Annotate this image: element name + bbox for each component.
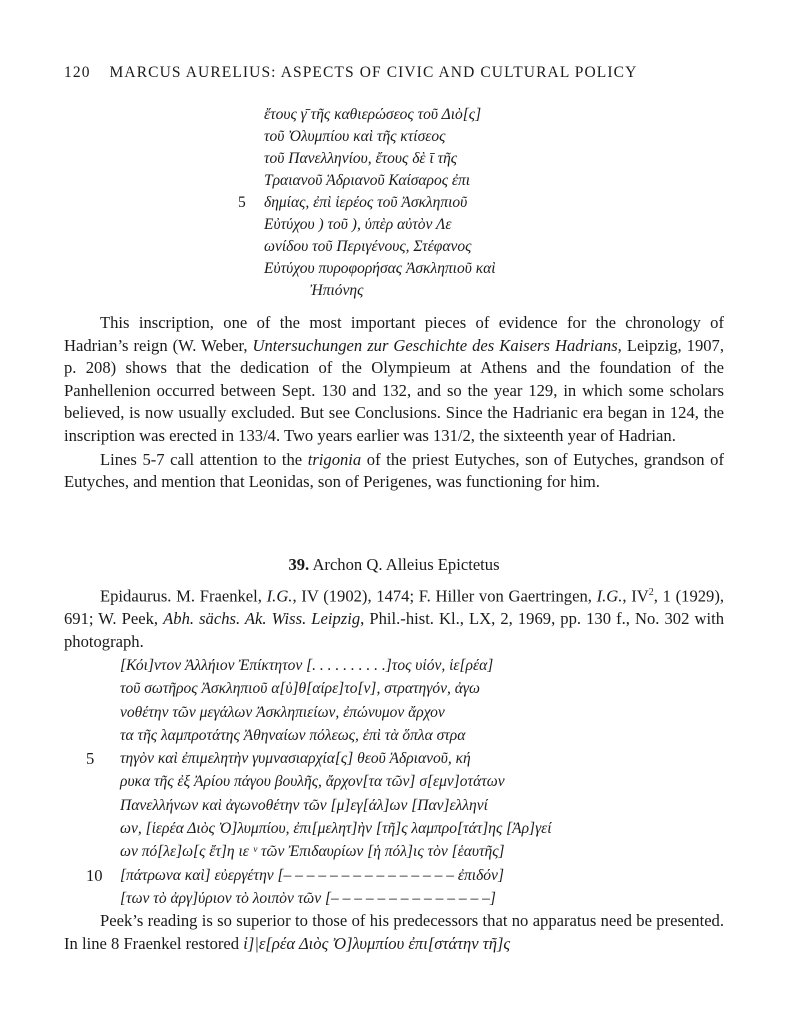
paragraph-trigonia: Lines 5-7 call attention to the trigonia of the priest Eutyches, son of Eutyches, grandson of Eutyches, and mention that Leonidas, son of Perigenes, was functioning for him. xyxy=(64,449,724,492)
section-title: Archon Q. Alleius Epictetus xyxy=(312,555,500,574)
term-trigonia: trigonia xyxy=(307,449,362,469)
inscription-line xyxy=(64,258,724,280)
inscription-line xyxy=(64,770,724,793)
inscription-line xyxy=(64,148,724,170)
inscription-line xyxy=(64,701,724,724)
line-text: Ἠπιόνης xyxy=(310,282,364,299)
line-text: ων, [ἱερέα Διὸς Ὀ]λυμπίου, ἐπι[μελητ]ὴν [τῆ]ς λαμπρο[τάτ]ης [Ἀρ]γεί xyxy=(120,820,552,838)
line-text: [πάτρωνα καὶ] εὐεργέτην [– – – – – – – – – – – – – – – ἐπιδόν] xyxy=(120,866,504,884)
paragraph-chronology: This inscription, one of the most important pieces of evidence for the chronology of Hadrian’s reign (W. Weber, Untersuchungen zur Geschichte des Kaisers Hadrians, Leipzig, 1907, p. 208) shows that the dedication of the Olympieum at Athens and the foundation of the Panhellenion occurred between Sept. 130 and 132, and so the year 129, in which some scholars believed, is now usually excluded. But see Conclusions. Since the Hadrianic era began in 124, the inscription was erected in 133/4. Two years earlier was 131/2, the sixteenth year of Hadrian. xyxy=(64,313,725,445)
line-number: 5 xyxy=(238,194,246,211)
greek-inscription-2 xyxy=(64,654,724,910)
line-number: 5 xyxy=(86,749,95,769)
inscription-line xyxy=(64,887,724,910)
paragraph-apparatus: Peek’s reading is so superior to those of his predecessors that no apparatus need be presented. In line 8 Fraenkel restored ἱ]|ε[ρέα Διὸς Ὀ]λυμπίου ἐπι[στάτην τῆ]ς xyxy=(64,911,724,953)
inscription-line xyxy=(64,104,724,126)
inscription-line xyxy=(64,677,724,700)
line-text: δημίας, ἐπὶ ἱερέος τοῦ Ἀσκληπιοῦ xyxy=(264,194,468,211)
line-text: Τραιανοῦ Ἁδριανοῦ Καίσαρος ἐπι xyxy=(264,172,471,189)
inscription-line xyxy=(64,817,724,840)
running-title: MARCUS AURELIUS: ASPECTS OF CIVIC AND CULTURAL POLICY xyxy=(109,64,638,81)
inscription-line xyxy=(64,747,724,770)
inscription-line xyxy=(64,864,724,887)
section-number: 39. xyxy=(288,555,310,574)
line-text: Εὐτύχου πυροφορήσας Ἀσκληπιοῦ καὶ xyxy=(264,260,496,277)
line-text: τηγὸν καὶ ἐπιμελητὴν γυμνασιαρχία[ς] θεοῦ Ἁδριανοῦ, κή xyxy=(120,750,471,768)
inscription-line xyxy=(64,214,724,236)
inscription-line xyxy=(64,280,724,302)
line-text: τα τῆς λαμπροτάτης Ἀθηναίων πόλεως, ἐπὶ τὰ ὅπλα στρα xyxy=(120,726,466,744)
greek-restoration: ἱ]|ε[ρέα Διὸς Ὀ]λυμπίου ἐπι[στάτην τῆ]ς xyxy=(243,933,511,953)
line-text: ωνίδου τοῦ Περιγένους, Στέφανος xyxy=(264,238,472,255)
bibliography-paragraph: Epidaurus. M. Fraenkel, I.G., IV (1902), 1474; F. Hiller von Gaertringen, I.G., $IV^2$, 1 (1929), 691; W. Peek, Abh. sächs. Ak. Wiss. Leipzig, Phil.-hist. Kl., LX, 2, 1969, pp. 130 f., No. 302 with photograph. xyxy=(64,586,725,651)
closing-paragraph xyxy=(64,910,724,955)
section-heading xyxy=(64,554,724,576)
line-text: [Κόι]ντον Ἀλλήιον Ἐπίκτητον [. . . . . . . . . .]τος υἱόν, ἱε[ρέα] xyxy=(120,657,494,674)
line-text: τοῦ σωτῆρος Ἀσκληπιοῦ α[ὐ]θ[αίρε]το[ν], στρατηγόν, ἀγω xyxy=(120,680,480,698)
inscription-line xyxy=(64,126,724,148)
inscription-line xyxy=(64,192,724,214)
line-text: ρυκα τῆς ἐξ Ἀρίου πάγου βουλῆς, ἄρχον[τα τῶν] σ[εμν]οτάτων xyxy=(120,773,505,791)
line-text: [των τὸ ἀργ]ύριον τὸ λοιπὸν τῶν [– – – – – – – – – – – – – –] xyxy=(120,889,496,907)
line-text: τοῦ Πανελληνίου, ἔτους δὲ ῑ τῆς xyxy=(264,150,458,167)
inscription-line xyxy=(64,724,724,747)
line-text: τοῦ Ὀλυμπίου καὶ τῆς κτίσεος xyxy=(264,128,446,145)
inscription-line xyxy=(64,170,724,192)
inscription-line xyxy=(64,654,724,677)
line-text: ων πό[λε]ω[ς ἔτ]η ιε ᵛ τῶν Ἐπιδαυρίων [ἡ πόλ]ις τὸν [ἑαυτῆς] xyxy=(120,843,505,861)
line-text: νοθέτην τῶν μεγάλων Ἀσκληπιείων, ἐπώνυμον ἄρχον xyxy=(120,703,445,721)
page-number: 120 xyxy=(64,64,91,81)
inscription-line xyxy=(64,236,724,258)
inscription-line xyxy=(64,794,724,817)
line-text: ἔτους γ̄ τῆς καθιερώσεος τοῦ Διὸ[ς] xyxy=(264,106,482,123)
bibliography xyxy=(64,582,724,653)
page xyxy=(64,62,725,953)
running-head xyxy=(64,62,724,84)
commentary-paragraphs xyxy=(64,312,724,494)
line-number: 10 xyxy=(86,865,103,885)
greek-inscription-1 xyxy=(64,104,724,302)
line-text: Εὐτύχου ) τοῦ ), ὑπὲρ αὐτὸν Λε xyxy=(264,216,452,233)
inscription-line xyxy=(64,840,724,863)
line-text: Πανελλήνων καὶ ἀγωνοθέτην τῶν [μ]εγ[άλ]ων [Παν]ελληνί xyxy=(120,796,488,814)
book-title: Untersuchungen zur Geschichte des Kaisers Hadrians, xyxy=(252,335,622,355)
